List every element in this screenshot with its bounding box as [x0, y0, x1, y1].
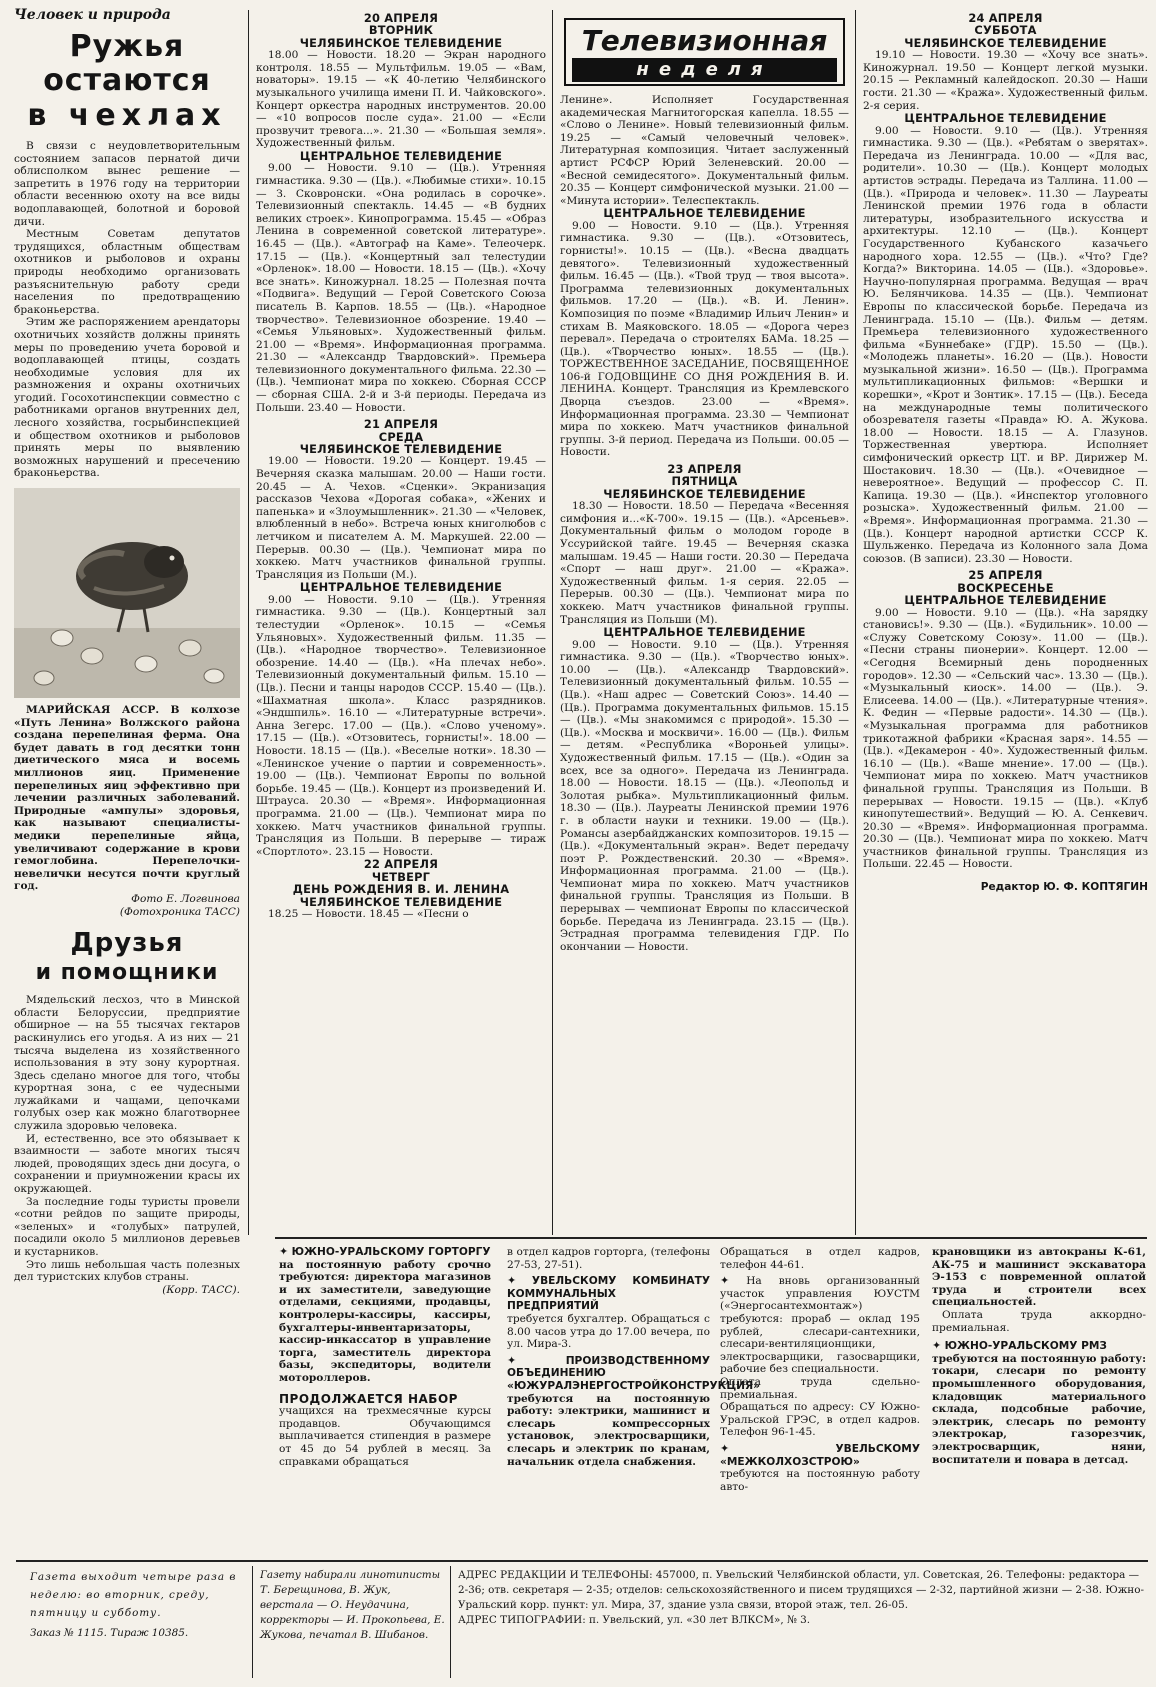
thursday-chelyabinsk-continued: Ленине». Исполняет Государственная академическая Магнитогорская капелла. 18.55 — «Слово о Ленине». Новый телевизионный фильм. 19.25 — «Самый человечный человек». Литературная композиция. Читает заслуженный артист РСФСР Юрий Зеленевский. 20.00 — «Весной семидесятого». Документальный фильм. 20.35 — Концерт симфонической музыки. 21.00 — «Минута истории». Телеспектакль.: [560, 94, 849, 207]
thursday-chelyabinsk-schedule: 18.25 — Новости. 18.45 — «Песни о: [268, 907, 469, 920]
article1-title-line1: Ружья: [69, 29, 185, 64]
footer-printing-address: АДРЕС ТИПОГРАФИИ: п. Увельский, ул. «30 лет ВЛКСМ», № 3.: [458, 1614, 811, 1626]
article1-title-line3: в чехлах: [27, 98, 227, 133]
ad-column-3: [720, 1246, 920, 1556]
star-icon: ✦: [932, 1339, 942, 1353]
ad-text: Оплата труда сдельно-премиальная.: [720, 1375, 920, 1401]
weekday-saturday: СУББОТА: [974, 23, 1037, 38]
ad-heading: ЮЖНО-УРАЛЬСКОМУ ГОРТОРГУ: [291, 1246, 491, 1258]
date-21-april: 21 АПРЕЛЯ: [363, 417, 439, 432]
weekday-tuesday: ВТОРНИК: [368, 23, 434, 38]
photo-credit-agency: (Фотохроника ТАСС): [119, 905, 240, 918]
article2-title-line1: Друзья: [70, 928, 184, 959]
channel-chelyabinsk: ЧЕЛЯБИНСКОЕ ТЕЛЕВИДЕНИЕ: [603, 486, 806, 501]
channel-chelyabinsk: ЧЕЛЯБИНСКОЕ ТЕЛЕВИДЕНИЕ: [904, 35, 1107, 50]
weekday-thursday: ЧЕТВЕРГ: [371, 869, 431, 884]
channel-central: ЦЕНТРАЛЬНОЕ ТЕЛЕВИДЕНИЕ: [299, 148, 503, 163]
sunday-central-schedule: 9.00 — Новости. 9.10 — (Цв.). «На зарядку становись!». 9.30 — (Цв.). «Будильник». 10.00 — «Служу Советскому Союзу». 11.00 — (Цв.). «Песни страны пионерии». Концерт. 12.00 — «Сегодня Всемирный день породненных городов». 12.30 — «Сельский час». 13.30 — (Цв.). «Музыкальный киоск». 14.00 — (Цв.). Э. Елисеева. 14.00 — (Цв.). «Литературные чтения». К. Федин — «Первые радости». 14.30 — (Цв.). «Музыкальная программа для работников трикотажной фабрики «Красная заря». 14.55 — (Цв.). «Декамерон - 40». Художественный фильм. 16.10 — (Цв.). «Ваше мнение». 17.00 — (Цв.). Чемпионат мира по хоккею. Матч участников финальной группы. Трансляция из Польши. В перерывах — Новости. 19.15 — (Цв.). «Клуб кинопутешествий». Ведущий — Ю. А. Сенкевич. 20.30 — «Время». Информационная программа. 20.30 — (Цв.). Чемпионат мира по хоккею. Матч участников финальной группы. Трансляция из Польши. 22.45 — Новости.: [863, 606, 1148, 871]
ad-column-4: [932, 1246, 1146, 1556]
ad-column-1: [279, 1246, 491, 1556]
tv-column-2: [256, 12, 546, 1234]
date-25-april: 25 АПРЕЛЯ: [968, 568, 1043, 583]
ad-text: требуются на постоянную работу авто-: [720, 1468, 920, 1493]
date-22-april: 22 АПРЕЛЯ: [363, 857, 439, 872]
ad-text: Обращаться в отдел кадров, телефон 44-61.: [720, 1246, 920, 1271]
quail-photo-image: [14, 488, 240, 698]
ad-text: Оплата труда аккордно-премиальная.: [932, 1308, 1146, 1334]
article2-paragraph: Мядельский лесхоз, что в Минской области Белоруссии, предприятие обширное — на 55 тысячах гектаров раскинулись его угодья. А из них — 21 тысяча выделена из хозяйственного использования в эту зону курортная. Здесь сделано многое для того, чтобы курортная зона, с ее чудесными лужайками и чащами, цепочками голубых озер как можно благотворнее служила здоровью человека.: [14, 994, 240, 1133]
weekday-sunday: ВОСКРЕСЕНЬЕ: [957, 580, 1054, 595]
tuesday-central-schedule: 9.00 — Новости. 9.10 — (Цв.). Утренняя гимнастика. 9.30 — (Цв.). «Любимые стихи». 10.15 — З. Сковронски. «Она родилась в сорочке». Телевизионный спектакль. 14.45 — «В будних великих строек». Кинопрограмма. 15.45 — «Образ Ленина в современной советской литературе». 16.45 — (Цв.). «Автограф на Каме». Телеочерк. 17.15 — (Цв.). «Концертный зал телестудии «Орленок». 18.00 — Новости. 18.15 — (Цв.). «Хочу все знать». Киножурнал. 18.25 — Полезная почта «Подвига». Ведущий — Герой Советского Союза писатель В. Карпов. 18.55 — (Цв.). «Народное творчество». Телевизионное обозрение. 19.40 — «Семья Ульяновых». Художественный фильм. 21.00 — «Время». Информационная программа. 21.30 — «Александр Твардовский». Премьера телевизионного документального фильма. 22.30 — (Цв.). Чемпионат мира по хоккею. Сборная СССР — сборная США. 2-й и 3-й периоды. Передача из Польши. 23.40 — Новости.: [256, 162, 546, 414]
ad-text: в отдел кадров горторга, (телефоны 27-53, 27-51).: [507, 1246, 710, 1271]
ad-column-2: [507, 1246, 761, 1556]
channel-central: ЦЕНТРАЛЬНОЕ ТЕЛЕВИДЕНИЕ: [904, 593, 1107, 608]
ad-text: требуются на постоянную работу: электрики, машинист и слесарь компрессорных установок, электросварщики, слесарь и электрик по кранам, начальник отдела снабжения.: [507, 1392, 710, 1468]
footer-frequency-text: Газета выходит четыре раза в неделю: во вторник, среду, пятницу и субботу.: [30, 1571, 237, 1619]
photo-credit: Фото Е. Логвинова: [131, 892, 240, 905]
thursday-central-schedule: 9.00 — Новости. 9.10 — (Цв.). Утренняя гимнастика. 9.30 — (Цв.). «Отзовитесь, горнисты!». 10.15 — (Цв.). «Весна двадцать девятого». Телевизионный художественный фильм. 16.45 — (Цв.). «Твой труд — твоя высота». Программа телевизионных документальных фильмов. 17.20 — (Цв.). «В. И. Ленин». Композиция по поэме «Владимир Ильич Ленин» и стихам В. Маяковского. 18.05 — «Дорога через перевал». Передача о строителях БАМа. 18.25 — (Цв.). «Творчество юных». 18.55 — (Цв.). ТОРЖЕСТВЕННОЕ ЗАСЕДАНИЕ, ПОСВЯЩЕННОЕ 106-й ГОДОВЩИНЕ СО ДНЯ РОЖДЕНИЯ В. И. ЛЕНИНА. Концерт. Трансляция из Кремлевского Дворца съездов. 23.00 — «Время». Информационная программа. 23.30 — Чемпионат мира по хоккею. Матч участников финальной группы. 3-й период. Передача из Польши. 00.05 — Новости.: [560, 219, 849, 459]
ad-heading: УВЕЛЬСКОМУ КОМБИНАТУ КОММУНАЛЬНЫХ ПРЕДПРИЯТИЙ: [507, 1275, 711, 1313]
footer-divider: [450, 1566, 451, 1678]
lenin-birthday-heading: ДЕНЬ РОЖДЕНИЯ В. И. ЛЕНИНА: [292, 882, 510, 897]
channel-central: ЦЕНТРАЛЬНОЕ ТЕЛЕВИДЕНИЕ: [603, 206, 806, 221]
ad-text: требуется бухгалтер. Обращаться с 8.00 часов утра до 17.00 вечера, по ул. Мира-3.: [507, 1312, 710, 1351]
ads-top-rule: [275, 1237, 1147, 1239]
masthead-title: Телевизионная: [581, 24, 828, 57]
rubric: Человек и природа: [14, 7, 171, 23]
ad-text: На вновь организованный участок управления ЮУСТМ («Энергосантехмонтаж») требуются: прораб — оклад 195 рублей, слесари-сантехники, слесари-вентиляционщики, электросварщики, газосварщики, рабочие без специальности.: [720, 1275, 920, 1376]
footer-frequency: [30, 1568, 245, 1678]
saturday-central-schedule: 9.00 — Новости. 9.10 — (Цв.). Утренняя гимнастика. 9.30 — (Цв.). «Ребятам о зверятах». Передача из Ленинграда. 10.00 — «Для вас, родители». 10.30 — (Цв.). Концерт молодых артистов эстрады. Передача из Таллина. 11.00 — (Цв.). «Природа и человек». 11.30 — Лауреаты Ленинской премии 1976 года в области литературы, изобразительного искусства и архитектуры. 12.10 — (Цв.). Концерт Государственного Кубанского казачьего народного хора. 12.55 — (Цв.). «Что? Где? Когда?» Викторина. 14.05 — (Цв.). «Здоровье». Научно-популярная программа. Ведущая — врач Ю. Белянчикова. 14.35 — (Цв.). Чемпионат Европы по классической борьбе. Передача из Ленинграда. 15.10 — (Цв.). Фильм — детям. Премьера телевизионного художественного фильма «Буннебаке» (ГДР). 15.50 — (Цв.). «Молодежь планеты». 16.20 — (Цв.). Новости музыкальной жизни». 16.50 — (Цв.). Программа мультипликационных фильмов: «Вершки и корешки», «Крот и Зонтик». 17.15 — (Цв.). Беседа на международные темы политического обозревателя газеты «Правда» Ю. А. Жукова. 18.00 — Новости. 18.15 — А. Глазунов. Торжественная увертюра. Исполняет симфонический оркестр ЦТ. и ВР. Дирижер М. Шостакович. 18.30 — (Цв.). «Очевидное — невероятное». Ведущий — профессор С. П. Капица. 19.30 — (Цв.). «Инспектор уголовного розыска». Художественный фильм. 21.00 — «Время». Информационная программа. 21.30 — (Цв.). Концерт народной артистки СССР К. Шульженко. Передача из Колонного зала Дома союзов. (В записи). 23.30 — Новости.: [863, 124, 1148, 565]
channel-central: ЦЕНТРАЛЬНОЕ ТЕЛЕВИДЕНИЕ: [299, 580, 503, 595]
article1-paragraph: Этим же распоряжением арендаторы охотничьих хозяйств должны принять меры по проведению учета боровой и водоплавающей птицы, создать необходимые условия для их размножения и охраны охотничьих угодий. Госохотинспекции совместно с работниками органов внутренних дел, лесного хозяйства, госрыбинспекцией и обществом охотников и рыболовов принять меры по выявлению возможных нарушений и пресечению браконьерства.: [14, 316, 240, 480]
quail-photo: [14, 488, 240, 698]
wednesday-central-schedule: 9.00 — Новости. 9.10 — (Цв.). Утренняя гимнастика. 9.30 — (Цв.). Концертный зал телестудии «Орленок». 10.15 — «Семья Ульяновых». Художественный фильм. 11.35 — (Цв.). «Народное творчество». Телевизионное обозрение. 14.40 — (Цв.). «На плечах небо». Телевизионный документальный фильм. 15.10 — (Цв.). Песни и танцы народов СССР. 15.40 — (Цв.). «Шахматная школа». Класс разрядников. «Эндшпиль». 16.10 — «Литературные встречи». Анна Зегерс. 17.00 — (Цв.). «Слово ученому». 17.15 — (Цв.). «Отзовитесь, горнисты!». 18.00 — Новости. 18.15 — (Цв.). «Веселые нотки». 18.30 — «Ленинское учение о партии и современность». 19.00 — (Цв.). Чемпионат Европы по вольной борьбе. 19.45 — (Цв.). Концерт из произведений И. Штрауса. 20.30 — «Время». Информационная программа. 21.00 — (Цв.). Чемпионат мира по хоккею. Матч участников финальной группы. Трансляция из Польши. В перерыве — тираж «Спортлото». 23.15 — Новости.: [256, 593, 546, 858]
footer-divider: [252, 1566, 253, 1678]
weekday-friday: ПЯТНИЦА: [671, 474, 738, 489]
footer-staff-text: Газету набирали линотиписты Т. Берещинова, В. Жук, верстала — О. Неудачина, корректоры — И. Прокопьева, Е. Жукова, печатал В. Шибанов.: [260, 1569, 445, 1641]
article2-paragraph: За последние годы туристы провели «сотни рейдов по защите природы, «зеленых» и «голубых» патрулей, посадили около 5 миллионов деревьев и кустарников.: [14, 1195, 240, 1258]
ad-text: Обращаться по адресу: СУ Южно-Уральской ГРЭС, в отдел кадров. Телефон 96-1-45.: [720, 1401, 920, 1439]
star-icon: ✦: [720, 1441, 730, 1455]
tv-column-4: [863, 12, 1148, 1234]
footer-address-text: АДРЕС РЕДАКЦИИ И ТЕЛЕФОНЫ: 457000, п. Увельский Челябинской области, ул. Советская, 26. Телефоны: редактора — 2-36; отв. секретаря — 2-35; отделов: сельскохозяйственного и писем трудящихся — 2-32, партийной жизни — 2-38. Южно-Уральский корр. пункт: ул. Мира, 37, здание узла связи, второй этаж, тел. 26-05.: [458, 1569, 1145, 1611]
ad-heading: ПРОДОЛЖАЕТСЯ НАБОР: [279, 1391, 458, 1406]
date-24-april: 24 АПРЕЛЯ: [968, 11, 1043, 25]
article1-paragraph: Местным Советам депутатов трудящихся, областным обществам охотников и рыболовов и охраны природы необходимо организовать разъяснительную работу среди населения по предотвращению браконьерства.: [14, 228, 240, 316]
channel-central: ЦЕНТРАЛЬНОЕ ТЕЛЕВИДЕНИЕ: [904, 111, 1107, 126]
article2-title-line2: и помощники: [35, 960, 219, 986]
channel-chelyabinsk: ЧЕЛЯБИНСКОЕ ТЕЛЕВИДЕНИЕ: [299, 35, 503, 50]
tv-week-masthead: [564, 18, 845, 86]
channel-chelyabinsk: ЧЕЛЯБИНСКОЕ ТЕЛЕВИДЕНИЕ: [299, 442, 503, 457]
footer-staff: [260, 1568, 445, 1678]
footer-order: Заказ № 1115. Тираж 10385.: [30, 1627, 189, 1639]
wednesday-chelyabinsk-schedule: 19.00 — Новости. 19.20 — Концерт. 19.45 — Вечерняя сказка малышам. 20.00 — Наши гости. 20.45 — А. Чехов. «Сценки». Экранизация рассказов Чехова «Дорогая собака», «Жених и папенька» и «Злоумышленник». 21.30 — «Человек, влюбленный в небо». Встреча юных книголюбов с летчиком и писателем А. М. Маркушей. 22.00 — Перерыв. 00.30 — (Цв.). Чемпионат мира по хоккею. Матч участников финальной группы. Трансляция из Польши (М.).: [256, 455, 546, 581]
left-column: [14, 6, 240, 1558]
editor-line: Редактор Ю. Ф. КОПТЯГИН: [980, 881, 1148, 894]
date-23-april: 23 АПРЕЛЯ: [667, 462, 742, 477]
ad-text: требуются на постоянную работу: токари, слесари по ремонту промышленного оборудования, кладовщик материального склада, подсобные рабочие, электрик, слесарь по ремонту электрокар, газорезчик, электросварщик, няни, воспитатели и повара в детсад.: [932, 1352, 1146, 1466]
star-icon: ✦: [507, 1274, 517, 1288]
star-icon: ✦: [720, 1274, 730, 1288]
ad-heading: ЮЖНО-УРАЛЬСКОМУ РМЗ: [944, 1340, 1107, 1353]
star-icon: ✦: [279, 1245, 289, 1258]
ad-text: на постоянную работу срочно требуются: директора магазинов и их заместители, заведующие отделами, секциями, продавцы, контролеры-кассиры, кассиры, бухгалтеры-инвентаризаторы, кассир-инкассатор в управление торга, заместитель директора базы, экспедиторы, водители мотороллеров.: [279, 1258, 491, 1384]
ad-heading: ПРОИЗВОДСТВЕННОМУ ОБЪЕДИНЕНИЮ «ЮЖУРАЛЭНЕРГОСТРОЙКОНСТРУКЦИЯ»: [507, 1354, 761, 1392]
article2-paragraph: И, естественно, все это обязывает к взаимности — заботе многих тысяч людей, проводящих здесь дни досуга, о сохранении и приумножении красы их окружающей.: [14, 1132, 240, 1196]
ad-text: крановщики из автокраны К-61, АК-75 и машинист экскаватора Э-153 с повременной оплатой труда и строители всех специальностей.: [932, 1246, 1146, 1309]
column-rule: [248, 10, 249, 1235]
date-20-april: 20 АПРЕЛЯ: [363, 11, 439, 25]
tuesday-chelyabinsk-schedule: 18.00 — Новости. 18.20 — Экран народного контроля. 18.55 — Мультфильм. 19.05 — «Вам, новаторы». 19.15 — «К 40-летию Челябинского музыкального училища имени П. И. Чайковского». Концерт оркестра народных инструментов. 20.00 — «10 вопросов после суда». 21.00 — «Если прозвучит тревога...». 21.30 — «Большая земля». Художественный фильм.: [256, 49, 546, 150]
column-rule: [855, 10, 856, 1235]
footer-address: [458, 1568, 1148, 1678]
article1-paragraph: В связи с неудовлетворительным состоянием запасов пернатой дичи облисполком вынес решение — запретить в 1976 году на территории области весеннюю охоту на все виды водоплавающей, болотной и боровой дичи.: [14, 140, 240, 228]
article2-credit: (Корр. ТАСС).: [162, 1283, 240, 1296]
weekday-wednesday: СРЕДА: [378, 429, 424, 444]
ad-text: учащихся на трехмесячные курсы продавцов. Обучающимся выплачивается стипендия в размере от 45 до 54 рублей в месяц. За справками обращаться: [279, 1405, 491, 1468]
friday-chelyabinsk-schedule: 18.30 — Новости. 18.50 — Передача «Весенняя симфония и...«К-700». 19.15 — (Цв.). «Арсеньев». Документальный фильм о молодом городе в Уссурийской тайге. 19.45 — Вечерняя сказка малышам. 19.45 — Наши гости. 20.30 — Передача «Спорт — наш друг». 21.00 — «Кража». Художественный фильм. 1-я серия. 22.05 — Перерыв. 00.30 — (Цв.). Чемпионат мира по хоккею. Матч участников финальной группы. Трансляция из Польши (М).: [560, 500, 849, 626]
ad-heading: УВЕЛЬСКОМУ «МЕЖКОЛХОЗСТРОЮ»: [720, 1442, 920, 1468]
channel-chelyabinsk: ЧЕЛЯБИНСКОЕ ТЕЛЕВИДЕНИЕ: [299, 894, 503, 909]
footer-rule: [16, 1560, 1148, 1562]
channel-central: ЦЕНТРАЛЬНОЕ ТЕЛЕВИДЕНИЕ: [603, 625, 806, 640]
photo-caption: МАРИЙСКАЯ АССР. В колхозе «Путь Ленина» Волжского района создана перепелиная ферма. Она будет давать в год десятки тонн диетического мяса и восемь миллионов яиц. Применение перепелиных яиц эффективно при лечении различных заболеваний. Природные «ампулы» здоровья, как называют специалисты-медики перепелиные яйца, увеличивают содержание в крови гемоглобина. Перепелочки-невелички несутся почти круглый год.: [14, 704, 240, 893]
friday-central-schedule: 9.00 — Новости. 9.10 — (Цв.). Утренняя гимнастика. 9.30 — (Цв.). «Творчество юных». 10.00 — (Цв.). «Александр Твардовский». Телевизионный документальный фильм. 10.55 — (Цв.). «Наш адрес — Советский Союз». 14.40 — (Цв.). Программа документальных фильмов. 15.15 — (Цв.). «Мы знакомимся с природой». 15.30 — (Цв.). «Москва и москвичи». 16.00 — (Цв.). Фильм — детям. «Республика «Вороньей улицы». Художественный фильм. 17.15 — (Цв.). «Один за всех, все за одного». Передача из Ленинграда. 18.00 — Новости. 18.15 — (Цв.). «Леопольд и Золотая рыбка». Мультипликационный фильм. 18.30 — (Цв.). Лауреаты Ленинской премии 1976 г. в области науки и техники. 19.00 — (Цв.). Романсы азербайджанских композиторов. 19.15 — (Цв.). «Документальный экран». Ведет передачу поэт Р. Рождественский. 20.30 — «Время». Информационная программа. 21.00 — (Цв.). Чемпионат мира по хоккею. Матч участников финальной группы. Трансляция из Польши. В перерывах — чемпионат Европы по классической борьбе. Передача из Ленинграда. 23.15 — (Цв.). Эстрадная программа телевидения ГДР. По окончании — Новости.: [560, 638, 849, 953]
column-rule: [552, 10, 553, 1235]
masthead-subtitle: неделя: [572, 58, 837, 82]
tv-column-3: [560, 12, 849, 1234]
article2-paragraph: Это лишь небольшая часть полезных дел туристских клубов страны.: [14, 1258, 240, 1284]
star-icon: ✦: [507, 1353, 517, 1367]
saturday-chelyabinsk-schedule: 19.10 — Новости. 19.30 — «Хочу все знать». Киножурнал. 19.50 — Концерт легкой музыки. 20.15 — Рекламный калейдоскоп. 20.30 — Наши гости. 21.30 — «Кража». Художественный фильм. 2-я серия.: [863, 49, 1148, 112]
article1-title-line2: остаются: [43, 63, 211, 98]
